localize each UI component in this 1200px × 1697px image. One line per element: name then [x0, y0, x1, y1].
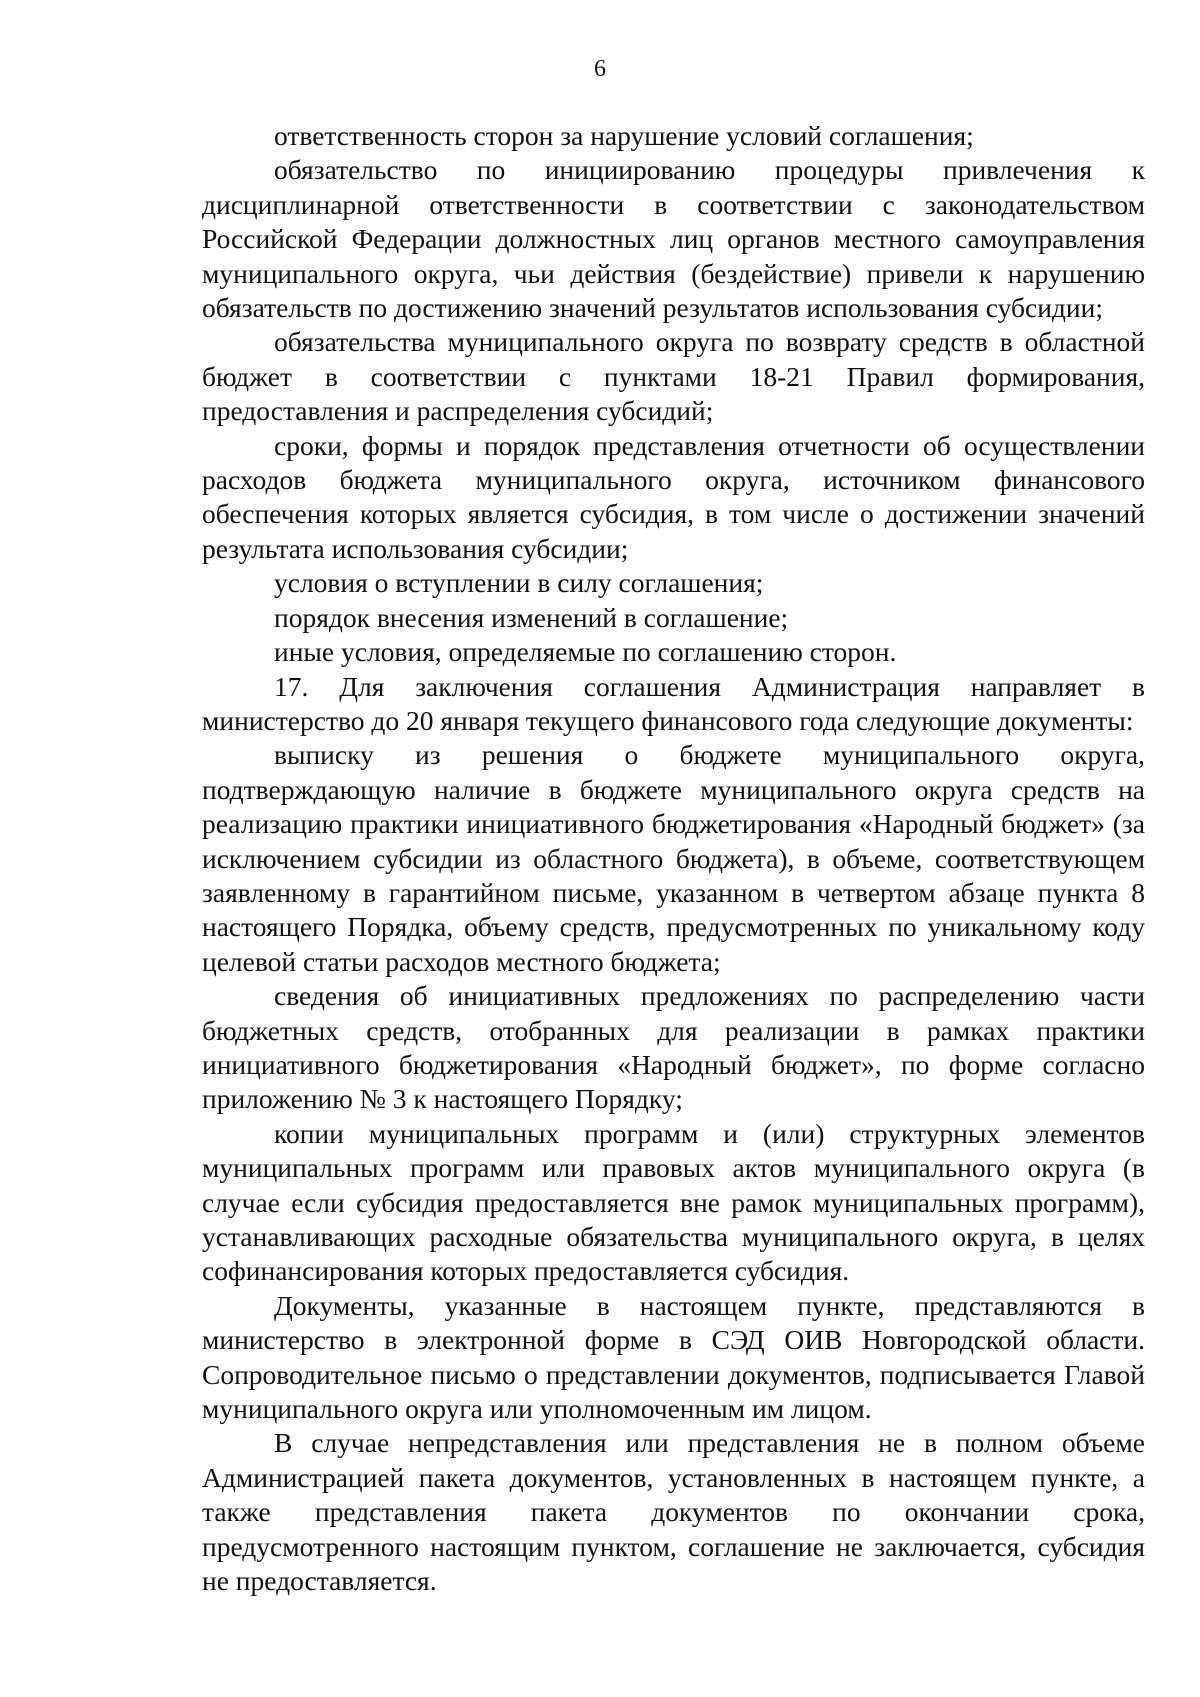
paragraph: копии муниципальных программ и (или) структурных элементов муниципальных программ или правовых актов муниципального округа (в случае если субсидия предоставляется вне рамок муниципальных программ), устанавливающих расходные обязательства муниципального округа, в целях софинансирования которых предоставляется субсидия.	[202, 1117, 1145, 1287]
paragraph: Документы, указанные в настоящем пункте, представляются в министерство в электронной форме в СЭД ОИВ Новгородской области. Сопроводительное письмо о представлении документов, подписывается Главой муниципального округа или уполномоченным им лицом.	[202, 1289, 1145, 1425]
paragraph: сроки, формы и порядок представления отчетности об осуществлении расходов бюджета муниципального округа, источником финансового обеспечения которых является субсидия, в том числе о достижении значений результата использования субсидии;	[202, 429, 1145, 564]
paragraph: обязательство по инициированию процедуры привлечения к дисциплинарной ответственности в соответствии с законодательством Российской Федерации должностных лиц органов местного самоуправления муниципального округа, чьи действия (бездействие) привели к нарушению обязательств по достижению значений результатов использования субсидии;	[202, 154, 1145, 324]
paragraph: В случае непредставления или представления не в полном объеме Администрацией пакета документов, установленных в настоящем пункте, а также представления пакета документов по окончании срока, предусмотренного настоящим пунктом, соглашение не заключается, субсидия не предоставляется.	[202, 1427, 1145, 1597]
paragraph: 17. Для заключения соглашения Администрация направляет в министерство до 20 января текущего финансового года следующие документы:	[202, 670, 1145, 736]
page-number: 6	[594, 56, 606, 82]
paragraph: ответственность сторон за нарушение условий соглашения;	[274, 120, 974, 151]
paragraph: сведения об инициативных предложениях по распределению части бюджетных средств, отобранных для реализации в рамках практики инициативного бюджетирования «Народный бюджет», по форме согласно приложению № 3 к настоящего Порядку;	[202, 980, 1145, 1115]
paragraph: порядок внесения изменений в соглашение;	[274, 601, 789, 633]
paragraph: иные условия, определяемые по соглашению сторон.	[274, 636, 897, 668]
paragraph: выписку из решения о бюджете муниципального округа, подтверждающую наличие в бюджете муниципального округа средств на реализацию практики инициативного бюджетирования «Народный бюджет» (за исключением субсидии из областного бюджета), в объеме, соответствующем заявленному в гарантийном письме, указанном в четвертом абзаце пункта 8 настоящего Порядка, объему средств, предусмотренных по уникальному коду целевой статьи расходов местного бюджета;	[202, 739, 1145, 977]
document-body	[202, 119, 1145, 1598]
paragraph: условия о вступлении в силу соглашения;	[274, 567, 764, 599]
paragraph: обязательства муниципального округа по возврату средств в областной бюджет в соответствии с пунктами 18-21 Правил формирования, предоставления и распределения субсидий;	[202, 326, 1145, 427]
